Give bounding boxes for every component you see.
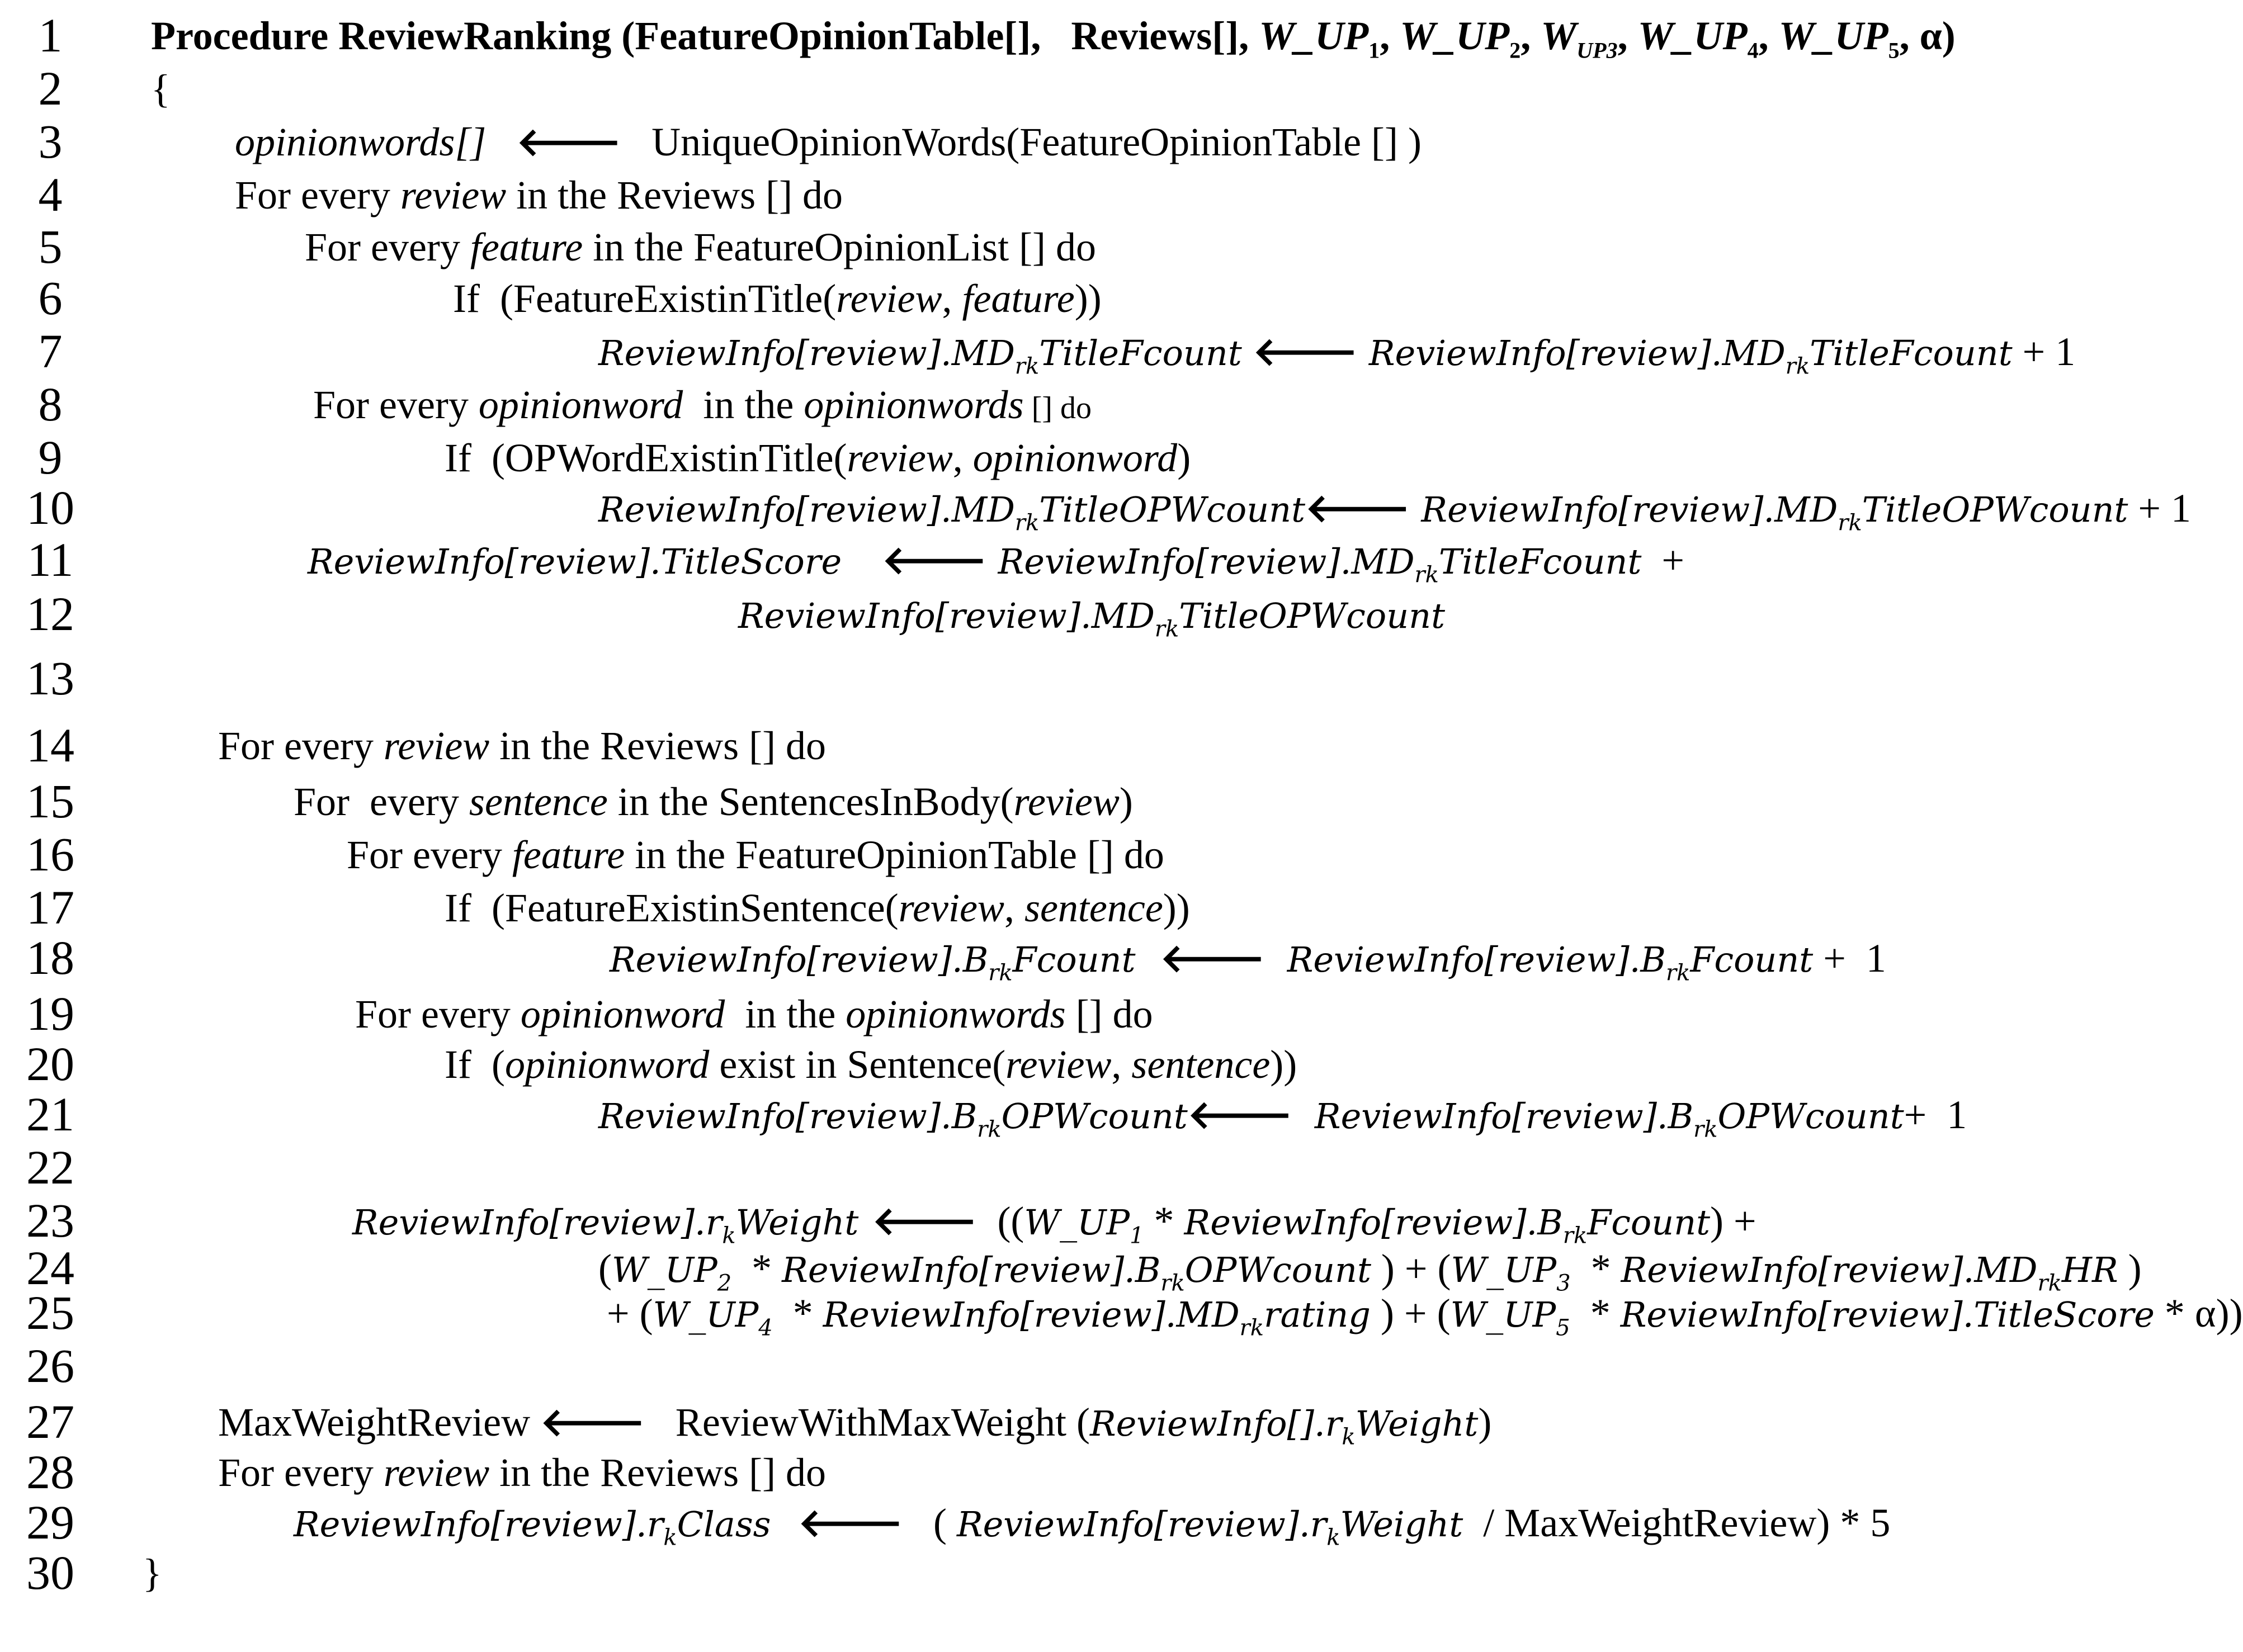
code-line-25 [607, 1293, 2243, 1339]
code-token: { [151, 67, 171, 111]
code-token: For every [313, 382, 479, 427]
subscript: rk [1785, 353, 1810, 380]
subscript: rk [1154, 616, 1179, 642]
code-token: in the [725, 992, 846, 1036]
line-number: 11 [27, 533, 74, 586]
code-token: in the FeatureOpinionTable [] do [625, 832, 1164, 877]
code-token: ( [598, 1246, 612, 1291]
subscript: rk [1414, 562, 1439, 588]
code-token: ReviewInfo[review].r [956, 1504, 1327, 1545]
line-number: 4 [38, 168, 63, 221]
line-number: 24 [26, 1241, 74, 1295]
code-token: W_UP [1451, 1249, 1557, 1290]
code-token: W_UP [1637, 13, 1748, 58]
subscript: k [1326, 1525, 1340, 1551]
line-number: 26 [26, 1339, 74, 1393]
code-line-27 [218, 1399, 1492, 1450]
code-token: ReviewInfo[review].B [782, 1249, 1161, 1290]
left-arrow-icon: 🡐 [1305, 485, 1410, 531]
code-token [486, 120, 516, 164]
code-token: Fcount [1690, 939, 1814, 980]
line-number: 12 [26, 587, 74, 641]
code-line-1 [151, 13, 1956, 63]
code-token: feature [470, 225, 583, 269]
code-token: If (FeatureExistinTitle( [453, 276, 837, 321]
code-token: , [1617, 13, 1638, 58]
line-number: 8 [38, 377, 63, 431]
code-token: rating [1264, 1294, 1371, 1335]
code-line-8 [313, 382, 1092, 427]
subscript: 1 [1130, 1223, 1144, 1249]
code-token: , [1758, 13, 1779, 58]
line-number: 20 [26, 1037, 74, 1091]
subscript: UP3 [1576, 37, 1618, 63]
code-token: review [836, 276, 942, 321]
code-line-3 [235, 119, 1422, 165]
code-token: in the FeatureOpinionList [] do [583, 225, 1097, 269]
code-token: W [1541, 13, 1577, 58]
code-token: TitleOPWcount [1862, 489, 2128, 530]
code-line-23 [352, 1198, 1756, 1249]
line-number: 23 [26, 1194, 74, 1247]
subscript: 1 [1368, 37, 1380, 63]
code-line-11 [308, 537, 1684, 588]
code-token: If (OPWordExistinTitle( [445, 436, 847, 480]
code-token: , α) [1899, 13, 1956, 58]
code-token: ReviewInfo[review].B [1292, 1096, 1694, 1137]
code-line-20 [445, 1044, 1297, 1085]
code-token: opinionword [520, 992, 725, 1036]
code-token: review [1013, 779, 1120, 824]
code-token: in the [683, 382, 804, 427]
code-token: ReviewInfo[review].MD [986, 541, 1415, 582]
subscript: 5 [1556, 1315, 1570, 1341]
code-token: )) [1270, 1042, 1297, 1087]
line-number: 17 [26, 881, 74, 934]
code-token: MaxWeightReview [218, 1400, 541, 1445]
code-token: feature [962, 276, 1075, 321]
code-token: ReviewInfo[review].MD [823, 1294, 1240, 1335]
code-token: * α)) [2154, 1291, 2243, 1336]
subscript: rk [1014, 510, 1040, 536]
line-number: 13 [26, 651, 74, 705]
subscript: rk [2037, 1270, 2062, 1296]
code-token: ) + ( [1371, 1246, 1451, 1291]
code-token: If (FeatureExistinSentence( [445, 886, 899, 930]
code-token: ReviewInfo[review].r [352, 1202, 723, 1243]
code-token: review [383, 1450, 490, 1495]
code-token: sentence [1131, 1042, 1271, 1087]
code-token: , [942, 276, 962, 321]
left-arrow-icon: 🡐 [858, 1198, 978, 1244]
code-token: For every [347, 832, 512, 877]
line-number: 19 [26, 987, 74, 1040]
code-token: ) [1119, 779, 1133, 824]
code-token: Procedure ReviewRanking (FeatureOpinionTable[], Reviews[], [151, 13, 1259, 58]
code-token: exist in Sentence( [709, 1042, 1006, 1087]
left-arrow-icon: 🡐 [1146, 935, 1265, 981]
code-token: TitleFcount [1810, 333, 2013, 373]
subscript: k [722, 1223, 736, 1249]
line-number: 1 [38, 8, 63, 62]
subscript: 2 [1509, 37, 1521, 63]
code-token: W_UP [1778, 13, 1888, 58]
line-number: 30 [26, 1546, 74, 1599]
subscript: rk [1693, 1116, 1718, 1143]
code-token: , [1111, 1042, 1132, 1087]
code-token: in the Reviews [] do [506, 173, 843, 217]
code-token: ReviewInfo[review].r [294, 1504, 664, 1545]
code-line-10 [598, 485, 2192, 536]
code-token: , [1004, 886, 1024, 930]
subscript: 4 [1747, 37, 1759, 63]
code-token: opinionwords [804, 382, 1024, 427]
left-arrow-icon: 🡐 [540, 1399, 645, 1445]
code-token: W_UP [653, 1294, 759, 1335]
code-token: W_UP [1259, 13, 1369, 58]
code-token: (( [977, 1199, 1024, 1243]
code-line-28 [218, 1452, 826, 1493]
code-token: ReviewInfo[review].B [1184, 1202, 1563, 1243]
subscript: 2 [717, 1270, 732, 1296]
line-number: 9 [38, 430, 63, 484]
code-token: + ( [607, 1291, 653, 1336]
code-line-15 [294, 779, 1133, 824]
line-number: 29 [26, 1495, 74, 1549]
line-number: 6 [38, 271, 63, 325]
code-token: * [1144, 1199, 1184, 1243]
code-token: , [1380, 13, 1400, 58]
line-number: 22 [26, 1140, 74, 1194]
line-number: 27 [26, 1395, 74, 1449]
code-token: opinionword [478, 382, 683, 427]
code-token: ReviewInfo[review].B [598, 1096, 978, 1137]
code-token: W_UP [1450, 1294, 1556, 1335]
code-token: For every [218, 723, 384, 768]
code-token: , [1520, 13, 1541, 58]
subscript: 4 [758, 1315, 773, 1341]
code-token: For every [294, 779, 469, 824]
code-token: ) + ( [1371, 1291, 1451, 1336]
code-token: ) + [1710, 1199, 1756, 1243]
code-token: * [1570, 1291, 1621, 1336]
code-token: Class [677, 1504, 771, 1545]
code-line-18 [610, 935, 1886, 986]
line-number: 10 [26, 481, 74, 534]
code-token: in the Reviews [] do [489, 723, 827, 768]
code-token: opinionwords [846, 992, 1066, 1036]
code-line-2 [151, 69, 171, 109]
subscript: rk [1666, 960, 1690, 986]
code-token: sentence [469, 779, 608, 824]
code-line-24 [598, 1248, 2142, 1294]
code-token: review [1005, 1042, 1112, 1087]
code-line-17 [445, 888, 1190, 928]
code-line-29 [294, 1500, 1891, 1551]
code-token: , [952, 436, 973, 480]
code-token: ReviewInfo[review].MD [1358, 333, 1786, 373]
code-token: ReviewInfo[review].TitleScore [308, 541, 842, 582]
code-token: ) [2118, 1246, 2142, 1291]
code-token: TitleFcount [1039, 333, 1253, 373]
code-token: Weight [735, 1202, 859, 1243]
code-token: )) [1163, 886, 1190, 930]
code-token: W_UP [1024, 1202, 1130, 1243]
code-token: ReviewInfo[review].TitleScore [1620, 1294, 2155, 1335]
code-line-21 [598, 1092, 1967, 1143]
code-token: OPWcount [1717, 1096, 1904, 1137]
code-token: ReviewInfo[review].MD [598, 333, 1015, 373]
code-token: Weight [1355, 1403, 1479, 1444]
line-number: 3 [38, 115, 63, 168]
code-token: ReviewInfo[review].B [1265, 939, 1666, 980]
code-line-12 [738, 594, 1445, 640]
left-arrow-icon: 🡐 [1253, 329, 1358, 375]
code-token: TitleOPWcount [1039, 489, 1305, 530]
code-token: [] do [1023, 391, 1092, 425]
code-token: W_UP [1400, 13, 1510, 58]
code-token: * [1570, 1246, 1621, 1291]
code-token: TitleFcount [1438, 541, 1642, 582]
subscript: k [1342, 1424, 1356, 1450]
code-token: TitleOPWcount [1179, 595, 1445, 636]
line-number: 14 [26, 718, 74, 772]
code-token: ReviewInfo[review].MD [1621, 1249, 2038, 1290]
code-token: ReviewInfo[].r [1089, 1403, 1342, 1444]
subscript: 5 [1888, 37, 1900, 63]
code-token: } [143, 1551, 162, 1596]
subscript: rk [988, 960, 1013, 986]
line-number: 7 [38, 324, 63, 378]
subscript: rk [1014, 353, 1040, 380]
left-arrow-icon: 🡐 [771, 1500, 903, 1546]
code-token: in the SentencesInBody( [607, 779, 1014, 824]
code-token: [] do [1065, 992, 1153, 1036]
code-token: W_UP [611, 1249, 717, 1290]
code-token: * [772, 1291, 823, 1336]
code-token: + 1 [2012, 329, 2076, 374]
subscript: 3 [1556, 1270, 1571, 1296]
code-token: UniqueOpinionWords(FeatureOpinionTable [] ) [621, 120, 1422, 164]
code-token: For every [305, 225, 470, 269]
line-number: 28 [26, 1445, 74, 1499]
code-line-7 [598, 329, 2076, 380]
code-line-16 [347, 832, 1164, 877]
code-token: + 1 [2128, 486, 2192, 531]
code-token: Fcount [1012, 939, 1147, 980]
line-number: 2 [38, 61, 63, 115]
code-token: ReviewInfo[review].B [610, 939, 989, 980]
code-token: + [1641, 538, 1684, 583]
code-token: feature [512, 832, 625, 877]
code-token: / MaxWeightReview) * 5 [1463, 1500, 1891, 1545]
left-arrow-icon: 🡐 [1187, 1092, 1293, 1138]
line-number: 15 [26, 774, 74, 828]
code-line-6 [453, 278, 1102, 319]
code-token: For every [235, 173, 400, 217]
code-token: OPWcount [1184, 1249, 1371, 1290]
subscript: rk [1160, 1270, 1185, 1296]
code-token: review [400, 173, 507, 217]
code-token: + 1 [1813, 936, 1886, 981]
code-token: ) [1478, 1400, 1492, 1445]
code-token: opinionword [504, 1042, 710, 1087]
code-token: For every [355, 992, 521, 1036]
code-token: HR [2061, 1249, 2118, 1290]
code-token: If ( [445, 1042, 505, 1087]
line-number: 21 [26, 1087, 74, 1141]
code-token: ReviewWithMaxWeight ( [645, 1400, 1090, 1445]
code-token: ( [903, 1500, 957, 1545]
subscript: rk [977, 1116, 1002, 1143]
code-line-4 [235, 175, 843, 215]
line-number: 5 [38, 220, 63, 273]
code-line-5 [305, 227, 1096, 267]
code-token: * [731, 1246, 782, 1291]
code-line-9 [445, 438, 1191, 478]
code-token: Fcount [1587, 1202, 1711, 1243]
left-arrow-icon: 🡐 [882, 537, 987, 583]
line-number: 16 [26, 827, 74, 881]
code-token: OPWcount [1001, 1096, 1188, 1137]
subscript: rk [1562, 1223, 1588, 1249]
code-token: + 1 [1904, 1092, 1967, 1137]
code-line-19 [355, 994, 1153, 1034]
code-token: ReviewInfo[review].MD [738, 595, 1155, 636]
subscript: rk [1838, 510, 1862, 536]
code-token: in the Reviews [] do [489, 1450, 827, 1495]
code-token [842, 538, 882, 583]
code-line-14 [218, 723, 827, 768]
subscript: k [663, 1525, 677, 1551]
code-token: sentence [1024, 886, 1163, 930]
code-token: ReviewInfo[review].MD [1410, 489, 1838, 530]
code-token: review [898, 886, 1004, 930]
line-number: 18 [26, 931, 74, 984]
code-line-30 [143, 1551, 162, 1596]
line-number: 25 [26, 1286, 74, 1339]
code-token: opinionword [972, 436, 1178, 480]
code-token: opinionwords[] [235, 120, 487, 164]
code-token: ) [1177, 436, 1191, 480]
subscript: rk [1239, 1315, 1264, 1341]
code-token: For every [218, 1450, 384, 1495]
code-token: review [383, 723, 490, 768]
code-token: Weight [1340, 1504, 1463, 1545]
code-token: review [847, 436, 953, 480]
code-token: )) [1074, 276, 1102, 321]
left-arrow-icon: 🡐 [516, 119, 622, 165]
code-token: ReviewInfo[review].MD [598, 489, 1015, 530]
